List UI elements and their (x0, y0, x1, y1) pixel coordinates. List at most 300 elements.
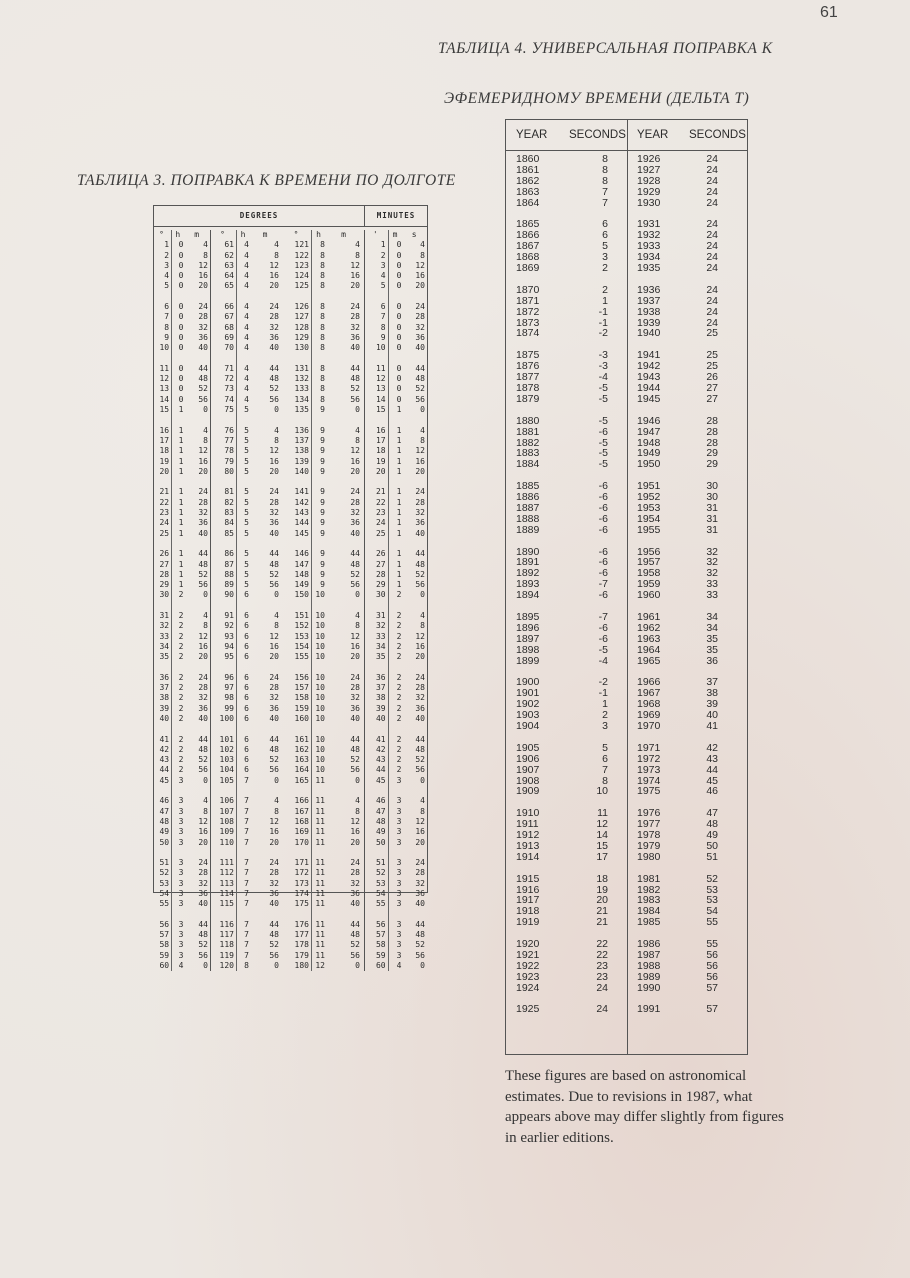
table3-cell: 119 (219, 950, 234, 960)
table4-cell: 1877 (516, 371, 540, 384)
table3-cell: 3 (164, 260, 170, 270)
table4-cell: 1933 (637, 240, 661, 253)
table3-cell: 48 (198, 930, 208, 940)
table3-cell: 25 (375, 528, 386, 538)
row-gap (312, 662, 325, 672)
table3-cell: 0 (355, 405, 360, 415)
table3-cell: 14 (375, 394, 386, 404)
row-gap (637, 863, 660, 874)
table3-cell: 16 (350, 271, 360, 281)
row-gap (403, 724, 425, 734)
table3-cell: 28 (350, 683, 360, 693)
row-gap (251, 292, 279, 302)
table3-cell: 55 (159, 899, 170, 909)
table3-cell: 11 (315, 878, 325, 888)
table3-cell: 2 (178, 610, 184, 620)
table4-cell: 41 (706, 720, 718, 732)
table4-cell: 8 (602, 163, 608, 176)
table3-cell: 48 (350, 930, 360, 940)
table3-cell: 30 (375, 590, 386, 600)
table4-cell: 27 (706, 381, 718, 394)
table4-cell: 1938 (637, 305, 661, 318)
table3-cell: 10 (315, 621, 325, 631)
row-gap (237, 662, 249, 672)
table3-cell: 2 (164, 250, 170, 260)
table3-cell: 121 (294, 240, 309, 250)
table4-cell: 22 (596, 948, 608, 961)
table3-cell: 38 (159, 693, 170, 703)
table4-cell: 1881 (516, 425, 540, 438)
table4-cell: 57 (706, 1003, 718, 1016)
table3-cell: 35 (159, 652, 170, 662)
table3-subheader: m (194, 230, 200, 239)
table3-cell: 45 (159, 775, 170, 785)
row-gap (172, 848, 183, 858)
table3-cell: 28 (159, 569, 170, 579)
table4-cell: 17 (596, 850, 608, 863)
table3-cell: 52 (269, 755, 279, 765)
table3-header-degrees: DEGREES (154, 206, 365, 227)
table3-cell: 11 (315, 868, 325, 878)
table3-cell: 9 (320, 456, 325, 466)
table3-cell: 11 (315, 899, 325, 909)
table4-cell: 1860 (516, 153, 540, 165)
table3-cell: 10 (315, 610, 325, 620)
row-gap (237, 477, 249, 487)
table3-cell: 0 (355, 961, 360, 971)
table4-cell: 1966 (637, 676, 661, 689)
table4-cell: 1917 (516, 894, 540, 907)
table3-cell: 3 (178, 806, 184, 816)
left-seconds-column (584, 154, 608, 1015)
table3-cell: 32 (350, 878, 360, 888)
table3-cell: 144 (294, 518, 309, 528)
table4-cell: 18 (596, 872, 608, 885)
table3-cell: 7 (244, 889, 249, 898)
table3-cell: 44 (375, 765, 386, 775)
row-gap (365, 848, 386, 858)
table3-cell: 24 (415, 302, 425, 312)
table3-cell: 33 (159, 631, 170, 641)
table4-cell: -5 (598, 381, 608, 394)
table3-cell: 151 (294, 610, 309, 620)
row-gap (312, 724, 325, 734)
table3-cell: 54 (375, 889, 386, 898)
table3-cell: 7 (244, 868, 249, 878)
table3-cell: 126 (294, 302, 309, 312)
table3-cell: 5 (244, 466, 249, 476)
row-gap (389, 662, 402, 672)
table3-cell: 32 (159, 621, 170, 631)
table3-cell: 48 (198, 559, 208, 569)
table3-cell: 127 (294, 312, 309, 322)
table4-cell: 12 (596, 818, 608, 831)
table3-cell: 5 (244, 569, 249, 579)
table4-cell: -7 (598, 610, 608, 623)
table3-cell: 4 (274, 610, 279, 620)
table3-column (237, 230, 251, 971)
table3-column (185, 230, 210, 971)
table3-cell: 6 (244, 610, 249, 620)
table3-subheader: ' (372, 230, 378, 239)
table3-cell: 6 (244, 683, 249, 693)
table3-cell: 20 (198, 652, 208, 662)
table3-cell: 44 (415, 549, 425, 559)
row-gap (211, 848, 234, 858)
table4-cell: 53 (706, 894, 718, 907)
table3-cell: 44 (269, 549, 279, 559)
row-gap (403, 662, 425, 672)
table3-cell: 6 (244, 652, 249, 662)
table4-cell: 2 (602, 709, 608, 722)
table3-cell: 95 (224, 652, 234, 662)
table3-cell: 20 (415, 281, 425, 291)
table3-cell: 0 (178, 332, 184, 342)
table4-cell: 1870 (516, 283, 540, 296)
table3-cell: 36 (375, 672, 386, 682)
table3-cell: 32 (415, 322, 425, 332)
table3-cell: 40 (415, 713, 425, 723)
table4-cell: 24 (706, 251, 718, 264)
table3-cell: 0 (396, 343, 402, 353)
table3-cell: 8 (320, 250, 325, 260)
table3-cell: 52 (415, 384, 425, 394)
table3-cell: 48 (198, 374, 208, 384)
table3-subheader: m (262, 230, 268, 239)
table3-cell: 16 (159, 425, 170, 435)
table3-cell: 6 (244, 631, 249, 641)
table3-cell: 4 (420, 425, 425, 435)
table3-cell: 1 (396, 425, 402, 435)
table4-cell: 1942 (637, 360, 661, 373)
table4-cell: 1916 (516, 883, 540, 896)
table4-cell: 1990 (637, 981, 661, 994)
row-gap (237, 415, 249, 425)
row-gap (237, 910, 249, 920)
table4-cell: 2 (602, 262, 608, 275)
row-gap (327, 910, 360, 920)
table4-cell: 45 (706, 774, 718, 787)
table3-cell: 0 (178, 322, 184, 332)
table3-cell: 56 (350, 394, 360, 404)
table3-cell: 16 (269, 271, 279, 281)
table3-cell: 24 (350, 487, 360, 497)
table3-cell: 152 (294, 621, 309, 631)
table3-cell: 16 (415, 271, 425, 281)
table4-cell: 33 (706, 578, 718, 591)
table3-cell: 98 (224, 693, 234, 703)
table3-cell: 21 (159, 487, 170, 497)
row-gap (185, 786, 208, 796)
table3-cell: 6 (244, 703, 249, 713)
table3-cell: 3 (396, 868, 402, 878)
table3-cell: 16 (198, 271, 208, 281)
table3-cell: 6 (244, 744, 249, 754)
table3-cell: 12 (269, 816, 279, 826)
table4-cell: 22 (596, 938, 608, 951)
table3-cell: 40 (198, 899, 208, 909)
table3-cell: 2 (178, 713, 184, 723)
table3-cell: 20 (350, 281, 360, 291)
table4-cell: 24 (706, 185, 718, 198)
table3-cell: 52 (198, 569, 208, 579)
table3-cell: 60 (159, 961, 170, 971)
table3-cell: 9 (320, 435, 325, 445)
table4-cell: 1956 (637, 545, 661, 558)
table4-cell: 24 (706, 240, 718, 253)
table3-cell: 94 (224, 641, 234, 651)
table3-cell: 138 (294, 446, 309, 456)
table3-cell: 10 (315, 703, 325, 713)
table3-cell: 53 (375, 878, 386, 888)
table3-cell: 7 (244, 837, 249, 847)
table3-cell: 147 (294, 559, 309, 569)
table4-cell: 31 (706, 501, 718, 514)
table4-cell: 1918 (516, 905, 540, 918)
table3-cell: 28 (415, 312, 425, 322)
table4-cell: -5 (598, 436, 608, 449)
table3-cell: 52 (269, 940, 279, 950)
row-gap (251, 910, 279, 920)
table4-cell: 1979 (637, 839, 661, 852)
table3-cell: 16 (269, 456, 279, 466)
table4-cell: 1968 (637, 698, 661, 711)
table4-cell: -1 (598, 316, 608, 329)
table3-cell: 48 (198, 744, 208, 754)
row-gap (327, 724, 360, 734)
table3-cell: 24 (198, 858, 208, 868)
table4-cell: 1972 (637, 752, 661, 765)
table3-cell: 3 (178, 868, 184, 878)
table3-cell: 1 (178, 446, 184, 456)
table3-group (283, 230, 365, 971)
table4-cell: 1950 (637, 458, 661, 471)
table4-cell: 1960 (637, 589, 661, 602)
row-gap (403, 292, 425, 302)
table3-column (283, 230, 312, 971)
table3-cell: 0 (274, 405, 279, 415)
row-gap (327, 415, 360, 425)
table3-cell: 48 (415, 559, 425, 569)
table3-cell: 179 (294, 950, 309, 960)
table3-cell: 54 (159, 889, 170, 898)
row-gap (237, 786, 249, 796)
table3-cell: 44 (198, 549, 208, 559)
row-gap (403, 539, 425, 549)
table3-cell: 40 (350, 343, 360, 353)
table3-cell: 27 (375, 559, 386, 569)
table4-cell: 1861 (516, 163, 540, 176)
table3-cell: 4 (244, 343, 249, 353)
table4-cell: 1901 (516, 687, 540, 700)
row-gap (389, 354, 402, 364)
row-gap (365, 354, 386, 364)
row-gap (389, 601, 402, 611)
table3-cell: 5 (244, 456, 249, 466)
table3-cell: 52 (415, 569, 425, 579)
table3-cell: 178 (294, 940, 309, 950)
table3-cell: 1 (178, 508, 184, 518)
table3-cell: 56 (415, 580, 425, 590)
table3-cell: 180 (294, 961, 309, 971)
table3-cell: 5 (244, 435, 249, 445)
table3-cell: 48 (159, 816, 170, 826)
table3-cell: 56 (198, 950, 208, 960)
table3-cell: 8 (274, 250, 279, 260)
table4-cell: 30 (706, 480, 718, 493)
table4 (505, 119, 748, 1055)
table3-cell: 56 (198, 580, 208, 590)
table4-cell: 3 (602, 720, 608, 732)
table3-cell: 0 (178, 343, 184, 353)
table3-cell: 166 (294, 796, 309, 806)
table3-cell: 4 (244, 302, 249, 312)
table4-cell: 1932 (637, 229, 661, 242)
table3-cell: 7 (244, 930, 249, 940)
table3-cell: 12 (269, 446, 279, 456)
table4-cell: 39 (706, 698, 718, 711)
table4-cell: 1973 (637, 763, 661, 776)
table3-cell: 0 (178, 302, 184, 312)
table3-cell: 32 (269, 508, 279, 518)
table3-cell: 52 (269, 384, 279, 394)
table3-cell: 11 (315, 827, 325, 837)
table4-cell: 49 (706, 829, 718, 842)
table3-cell: 6 (244, 641, 249, 651)
table4-cell: 1944 (637, 381, 661, 394)
table3-cell: 8 (203, 250, 208, 260)
table4-cell: 30 (706, 491, 718, 504)
table3-cell: 20 (269, 466, 279, 476)
table3-cell: 22 (375, 497, 386, 507)
table3-cell: 40 (415, 528, 425, 538)
table3-cell: 9 (320, 405, 325, 415)
table3-cell: 20 (350, 652, 360, 662)
table4-cell: -6 (598, 480, 608, 493)
table3-cell: 20 (159, 466, 170, 476)
table3-cell: 12 (159, 374, 170, 384)
table4-cell: 11 (597, 807, 608, 820)
table3-cell: 56 (375, 919, 386, 929)
row-gap (211, 910, 234, 920)
table4-cell: 1975 (637, 785, 661, 798)
table4-cell: 5 (602, 240, 608, 253)
table3-cell: 165 (294, 775, 309, 785)
table4-cell: 1906 (516, 752, 540, 765)
table3-cell: 20 (415, 466, 425, 476)
table3-cell: 0 (396, 384, 402, 394)
table3-cell: 28 (269, 497, 279, 507)
row-gap (584, 536, 608, 547)
table3-cell: 32 (198, 693, 208, 703)
table3-cell: 9 (320, 487, 325, 497)
table3-cell: 167 (294, 806, 309, 816)
table3-cell: 2 (396, 610, 402, 620)
table3-subheader: ° (159, 230, 164, 239)
table3-cell: 18 (375, 446, 386, 456)
table3-cell: 45 (375, 775, 386, 785)
row-gap (389, 786, 402, 796)
table3-cell: 125 (294, 281, 309, 291)
left-year-column (516, 154, 539, 1015)
table3-cell: 48 (415, 930, 425, 940)
table3-cell: 20 (375, 466, 386, 476)
table4-cell: 1905 (516, 741, 540, 754)
table4-cell: 1876 (516, 360, 540, 373)
table4-title-line2: ЭФЕМЕРИДНОМУ ВРЕМЕНИ (ДЕЛЬТА Т) (444, 90, 750, 107)
table3-cell: 9 (320, 508, 325, 518)
table3-cell: 56 (415, 765, 425, 775)
table3-cell: 40 (350, 899, 360, 909)
table3-cell: 48 (350, 559, 360, 569)
row-gap (211, 292, 234, 302)
table4-cell: -4 (598, 371, 608, 384)
table3-cell: 3 (178, 940, 184, 950)
table4-cell: 24 (706, 153, 718, 165)
table3-cell: 0 (178, 281, 184, 291)
table3-cell: 150 (294, 590, 309, 600)
table3-cell: 38 (375, 693, 386, 703)
table3-cell: 4 (178, 961, 184, 971)
table3-cell: 4 (244, 260, 249, 270)
table3-cell: 8 (355, 621, 360, 631)
row-gap (154, 848, 169, 858)
table4-cell: 24 (706, 218, 718, 231)
table3-cell: 2 (178, 755, 184, 765)
table4-cell: 1896 (516, 621, 540, 634)
table3-cell: 5 (244, 580, 249, 590)
table4-cell: 24 (706, 305, 718, 318)
row-gap (702, 863, 718, 874)
table3-cell: 67 (224, 312, 234, 322)
row-gap (389, 539, 402, 549)
table3-cell: 28 (415, 868, 425, 878)
table4-cell: 1915 (516, 872, 540, 885)
table4-cell: -4 (598, 654, 608, 667)
table3-cell: 29 (375, 580, 386, 590)
row-gap (283, 848, 309, 858)
table3-cell: 0 (203, 775, 208, 785)
table4-cell: 1983 (637, 894, 661, 907)
table3-cell: 4 (355, 425, 360, 435)
table3-cell: 6 (244, 765, 249, 775)
table3-cell: 4 (244, 271, 249, 281)
table3-cell: 3 (380, 260, 386, 270)
table4-cell: 1977 (637, 818, 661, 831)
table3-cell: 4 (274, 796, 279, 806)
table4-cell: 23 (596, 970, 608, 983)
table4-cell: 1928 (637, 174, 661, 187)
table3-cell: 8 (420, 435, 425, 445)
table3-cell: 8 (274, 435, 279, 445)
table3-cell: 2 (396, 683, 402, 693)
table3-cell: 36 (350, 703, 360, 713)
row-gap (154, 539, 169, 549)
table3-cell: 17 (159, 435, 170, 445)
table4-cell: 1958 (637, 567, 661, 580)
table3-cell: 0 (420, 405, 425, 415)
table4-cell: 1988 (637, 959, 661, 972)
header-year-left: YEAR (516, 129, 548, 141)
table3-cell: 16 (350, 827, 360, 837)
table3-cell: 1 (178, 518, 184, 528)
table3-cell: 44 (198, 919, 208, 929)
table4-cell: 21 (596, 916, 608, 929)
footnote: These figures are based on astronomical estimates. Due to revisions in 1987, what appears above may differ slightly from figures in earlier editions. (505, 1068, 784, 1146)
table3-cell: 48 (350, 374, 360, 384)
table4-cell: 55 (706, 938, 718, 951)
table4-cell: 24 (596, 1003, 608, 1016)
